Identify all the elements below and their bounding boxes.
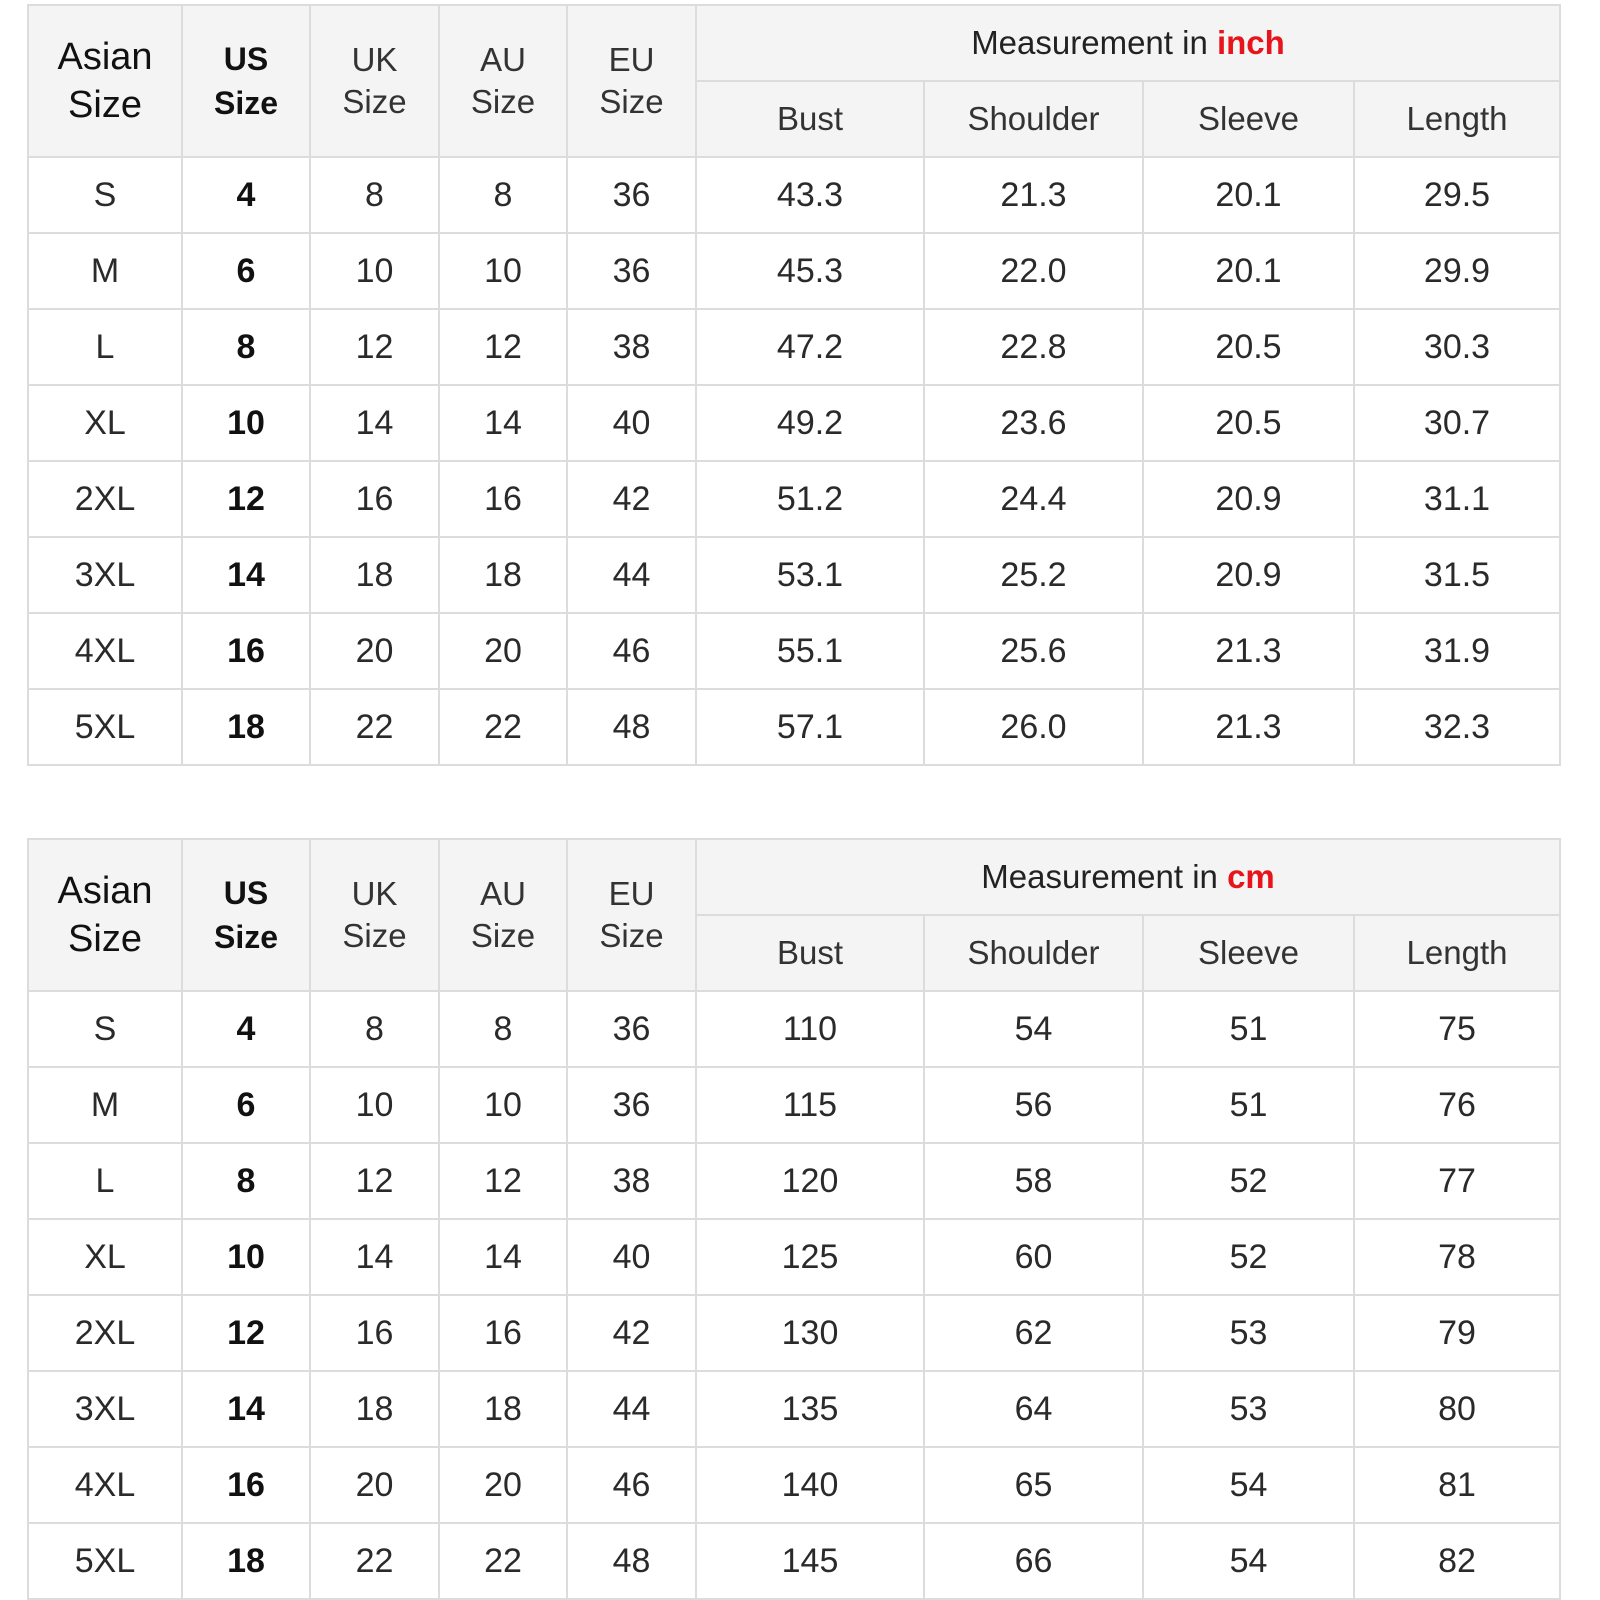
cell-uk-size: 18 <box>310 537 439 613</box>
cell-length: 79 <box>1354 1295 1560 1371</box>
cell-asian-size: 5XL <box>28 689 182 765</box>
header-bust: Bust <box>696 81 924 157</box>
cell-eu-size: 40 <box>567 1219 696 1295</box>
header-eu-line1: EU <box>608 41 655 78</box>
cell-us-size: 6 <box>182 1067 310 1143</box>
cell-length: 32.3 <box>1354 689 1560 765</box>
cell-eu-size: 38 <box>567 1143 696 1219</box>
cell-uk-size: 18 <box>310 1371 439 1447</box>
header-eu-size <box>567 5 696 157</box>
cell-length: 78 <box>1354 1219 1560 1295</box>
cell-length: 81 <box>1354 1447 1560 1523</box>
cell-shoulder: 65 <box>924 1447 1143 1523</box>
cell-us-size: 6 <box>182 233 310 309</box>
cell-length: 29.5 <box>1354 157 1560 233</box>
header-eu-line2: Size <box>599 83 664 120</box>
measurement-unit: inch <box>1216 24 1285 61</box>
cell-us-size: 16 <box>182 613 310 689</box>
measurement-label: Measurement in <box>981 858 1218 895</box>
cell-uk-size: 16 <box>310 461 439 537</box>
cell-eu-size: 44 <box>567 1371 696 1447</box>
cell-au-size: 14 <box>439 385 567 461</box>
cell-bust: 110 <box>696 991 924 1067</box>
cell-au-size: 22 <box>439 1523 567 1599</box>
header-au-line1: AU <box>480 875 526 912</box>
header-us-line2: Size <box>213 85 279 121</box>
cell-au-size: 18 <box>439 537 567 613</box>
cell-eu-size: 42 <box>567 1295 696 1371</box>
cell-sleeve: 20.1 <box>1143 157 1354 233</box>
cell-sleeve: 53 <box>1143 1295 1354 1371</box>
cell-us-size: 4 <box>182 157 310 233</box>
cell-asian-size: XL <box>28 385 182 461</box>
cell-bust: 125 <box>696 1219 924 1295</box>
cell-uk-size: 20 <box>310 613 439 689</box>
cell-sleeve: 51 <box>1143 1067 1354 1143</box>
header-length: Length <box>1354 81 1560 157</box>
cell-asian-size: L <box>28 1143 182 1219</box>
table-row <box>28 233 1560 309</box>
cell-uk-size: 10 <box>310 1067 439 1143</box>
header-au-line1: AU <box>480 41 526 78</box>
cell-uk-size: 20 <box>310 1447 439 1523</box>
cell-sleeve: 51 <box>1143 991 1354 1067</box>
header-sleeve: Sleeve <box>1143 81 1354 157</box>
cell-asian-size: S <box>28 991 182 1067</box>
cell-us-size: 12 <box>182 1295 310 1371</box>
cell-au-size: 10 <box>439 233 567 309</box>
cell-shoulder: 62 <box>924 1295 1143 1371</box>
table-row <box>28 991 1560 1067</box>
cell-uk-size: 14 <box>310 385 439 461</box>
cell-uk-size: 22 <box>310 1523 439 1599</box>
header-measurement <box>696 5 1560 81</box>
cell-length: 77 <box>1354 1143 1560 1219</box>
cell-eu-size: 46 <box>567 613 696 689</box>
cell-au-size: 8 <box>439 157 567 233</box>
cell-shoulder: 54 <box>924 991 1143 1067</box>
cell-bust: 115 <box>696 1067 924 1143</box>
cell-sleeve: 54 <box>1143 1447 1354 1523</box>
cell-length: 31.5 <box>1354 537 1560 613</box>
table-row <box>28 157 1560 233</box>
cell-sleeve: 53 <box>1143 1371 1354 1447</box>
cell-au-size: 14 <box>439 1219 567 1295</box>
cell-sleeve: 20.5 <box>1143 309 1354 385</box>
cell-shoulder: 26.0 <box>924 689 1143 765</box>
measurement-unit: cm <box>1227 858 1275 895</box>
cell-sleeve: 54 <box>1143 1523 1354 1599</box>
cell-us-size: 18 <box>182 1523 310 1599</box>
cell-au-size: 16 <box>439 1295 567 1371</box>
cell-us-size: 8 <box>182 1143 310 1219</box>
cell-eu-size: 36 <box>567 991 696 1067</box>
cell-shoulder: 23.6 <box>924 385 1143 461</box>
table-row <box>28 309 1560 385</box>
cell-au-size: 18 <box>439 1371 567 1447</box>
cell-asian-size: M <box>28 1067 182 1143</box>
header-uk-size <box>310 5 439 157</box>
cell-asian-size: S <box>28 157 182 233</box>
cell-sleeve: 20.1 <box>1143 233 1354 309</box>
cell-length: 75 <box>1354 991 1560 1067</box>
cell-length: 31.1 <box>1354 461 1560 537</box>
cell-bust: 130 <box>696 1295 924 1371</box>
header-uk-line2: Size <box>342 83 407 120</box>
cell-eu-size: 36 <box>567 233 696 309</box>
cell-length: 30.3 <box>1354 309 1560 385</box>
cell-bust: 55.1 <box>696 613 924 689</box>
cell-asian-size: 4XL <box>28 613 182 689</box>
cell-bust: 43.3 <box>696 157 924 233</box>
cell-asian-size: M <box>28 233 182 309</box>
cell-us-size: 4 <box>182 991 310 1067</box>
cell-asian-size: 5XL <box>28 1523 182 1599</box>
header-au-line2: Size <box>470 917 536 954</box>
table-row <box>28 385 1560 461</box>
measurement-label: Measurement in <box>971 24 1208 61</box>
cell-eu-size: 48 <box>567 689 696 765</box>
header-uk-line1: UK <box>351 875 398 912</box>
cell-length: 30.7 <box>1354 385 1560 461</box>
header-bust: Bust <box>696 915 924 991</box>
cell-shoulder: 24.4 <box>924 461 1143 537</box>
cell-uk-size: 14 <box>310 1219 439 1295</box>
cell-shoulder: 58 <box>924 1143 1143 1219</box>
table-row <box>28 1371 1560 1447</box>
header-asian-line2: Size <box>68 84 142 126</box>
cell-uk-size: 8 <box>310 157 439 233</box>
cell-us-size: 14 <box>182 537 310 613</box>
cell-au-size: 8 <box>439 991 567 1067</box>
header-asian-line1: Asian <box>57 36 153 78</box>
table-row <box>28 461 1560 537</box>
cell-bust: 53.1 <box>696 537 924 613</box>
cell-au-size: 16 <box>439 461 567 537</box>
cell-uk-size: 16 <box>310 1295 439 1371</box>
cell-asian-size: 2XL <box>28 1295 182 1371</box>
cell-shoulder: 22.0 <box>924 233 1143 309</box>
cell-us-size: 12 <box>182 461 310 537</box>
cell-eu-size: 38 <box>567 309 696 385</box>
cell-uk-size: 8 <box>310 991 439 1067</box>
cell-shoulder: 21.3 <box>924 157 1143 233</box>
cell-us-size: 10 <box>182 1219 310 1295</box>
cell-asian-size: 2XL <box>28 461 182 537</box>
size-chart-inch <box>27 4 1561 766</box>
cell-asian-size: 3XL <box>28 537 182 613</box>
cell-bust: 145 <box>696 1523 924 1599</box>
cell-au-size: 12 <box>439 309 567 385</box>
header-shoulder: Shoulder <box>924 81 1143 157</box>
cell-sleeve: 21.3 <box>1143 613 1354 689</box>
cell-uk-size: 10 <box>310 233 439 309</box>
cell-sleeve: 20.9 <box>1143 461 1354 537</box>
cell-sleeve: 20.9 <box>1143 537 1354 613</box>
header-uk-size <box>310 839 439 991</box>
cell-us-size: 16 <box>182 1447 310 1523</box>
table-row <box>28 1143 1560 1219</box>
cell-asian-size: L <box>28 309 182 385</box>
cell-bust: 51.2 <box>696 461 924 537</box>
table-row <box>28 689 1560 765</box>
cell-sleeve: 52 <box>1143 1219 1354 1295</box>
header-au-line2: Size <box>470 83 536 120</box>
cell-bust: 49.2 <box>696 385 924 461</box>
cell-us-size: 18 <box>182 689 310 765</box>
cell-shoulder: 60 <box>924 1219 1143 1295</box>
cell-shoulder: 22.8 <box>924 309 1143 385</box>
cell-sleeve: 21.3 <box>1143 689 1354 765</box>
cell-length: 76 <box>1354 1067 1560 1143</box>
cell-sleeve: 20.5 <box>1143 385 1354 461</box>
cell-au-size: 20 <box>439 1447 567 1523</box>
cell-eu-size: 36 <box>567 157 696 233</box>
cell-bust: 120 <box>696 1143 924 1219</box>
header-au-size <box>439 839 567 991</box>
header-length: Length <box>1354 915 1560 991</box>
cell-asian-size: XL <box>28 1219 182 1295</box>
cell-shoulder: 56 <box>924 1067 1143 1143</box>
cell-bust: 140 <box>696 1447 924 1523</box>
header-us-line1: US <box>223 41 269 77</box>
cell-uk-size: 22 <box>310 689 439 765</box>
cell-eu-size: 42 <box>567 461 696 537</box>
cell-us-size: 14 <box>182 1371 310 1447</box>
header-eu-size <box>567 839 696 991</box>
table-row <box>28 537 1560 613</box>
table-row <box>28 1067 1560 1143</box>
header-us-size <box>182 5 310 157</box>
header-asian-size <box>28 5 182 157</box>
header-measurement <box>696 839 1560 915</box>
cell-au-size: 20 <box>439 613 567 689</box>
cell-eu-size: 44 <box>567 537 696 613</box>
cell-au-size: 10 <box>439 1067 567 1143</box>
cell-bust: 135 <box>696 1371 924 1447</box>
cell-bust: 57.1 <box>696 689 924 765</box>
cell-us-size: 10 <box>182 385 310 461</box>
table-row <box>28 1295 1560 1371</box>
table-body <box>28 157 1560 765</box>
header-eu-line2: Size <box>599 917 664 954</box>
cell-au-size: 22 <box>439 689 567 765</box>
cell-length: 80 <box>1354 1371 1560 1447</box>
cell-au-size: 12 <box>439 1143 567 1219</box>
cell-uk-size: 12 <box>310 309 439 385</box>
header-us-line2: Size <box>213 919 279 955</box>
header-au-size <box>439 5 567 157</box>
cell-eu-size: 40 <box>567 385 696 461</box>
cell-shoulder: 64 <box>924 1371 1143 1447</box>
cell-shoulder: 25.6 <box>924 613 1143 689</box>
header-sleeve: Sleeve <box>1143 915 1354 991</box>
cell-bust: 47.2 <box>696 309 924 385</box>
cell-length: 31.9 <box>1354 613 1560 689</box>
header-shoulder: Shoulder <box>924 915 1143 991</box>
header-eu-line1: EU <box>608 875 655 912</box>
header-uk-line2: Size <box>342 917 407 954</box>
table-row <box>28 1219 1560 1295</box>
header-asian-size <box>28 839 182 991</box>
cell-eu-size: 48 <box>567 1523 696 1599</box>
cell-uk-size: 12 <box>310 1143 439 1219</box>
header-us-line1: US <box>223 875 269 911</box>
cell-length: 29.9 <box>1354 233 1560 309</box>
cell-bust: 45.3 <box>696 233 924 309</box>
header-us-size <box>182 839 310 991</box>
header-uk-line1: UK <box>351 41 398 78</box>
header-asian-line2: Size <box>68 918 142 960</box>
cell-sleeve: 52 <box>1143 1143 1354 1219</box>
cell-length: 82 <box>1354 1523 1560 1599</box>
table-row <box>28 1523 1560 1599</box>
table-body <box>28 991 1560 1599</box>
cell-shoulder: 25.2 <box>924 537 1143 613</box>
cell-eu-size: 36 <box>567 1067 696 1143</box>
table-row <box>28 1447 1560 1523</box>
cell-asian-size: 3XL <box>28 1371 182 1447</box>
header-asian-line1: Asian <box>57 870 153 912</box>
cell-asian-size: 4XL <box>28 1447 182 1523</box>
cell-eu-size: 46 <box>567 1447 696 1523</box>
table-row <box>28 613 1560 689</box>
cell-us-size: 8 <box>182 309 310 385</box>
size-chart-cm <box>27 838 1561 1600</box>
cell-shoulder: 66 <box>924 1523 1143 1599</box>
